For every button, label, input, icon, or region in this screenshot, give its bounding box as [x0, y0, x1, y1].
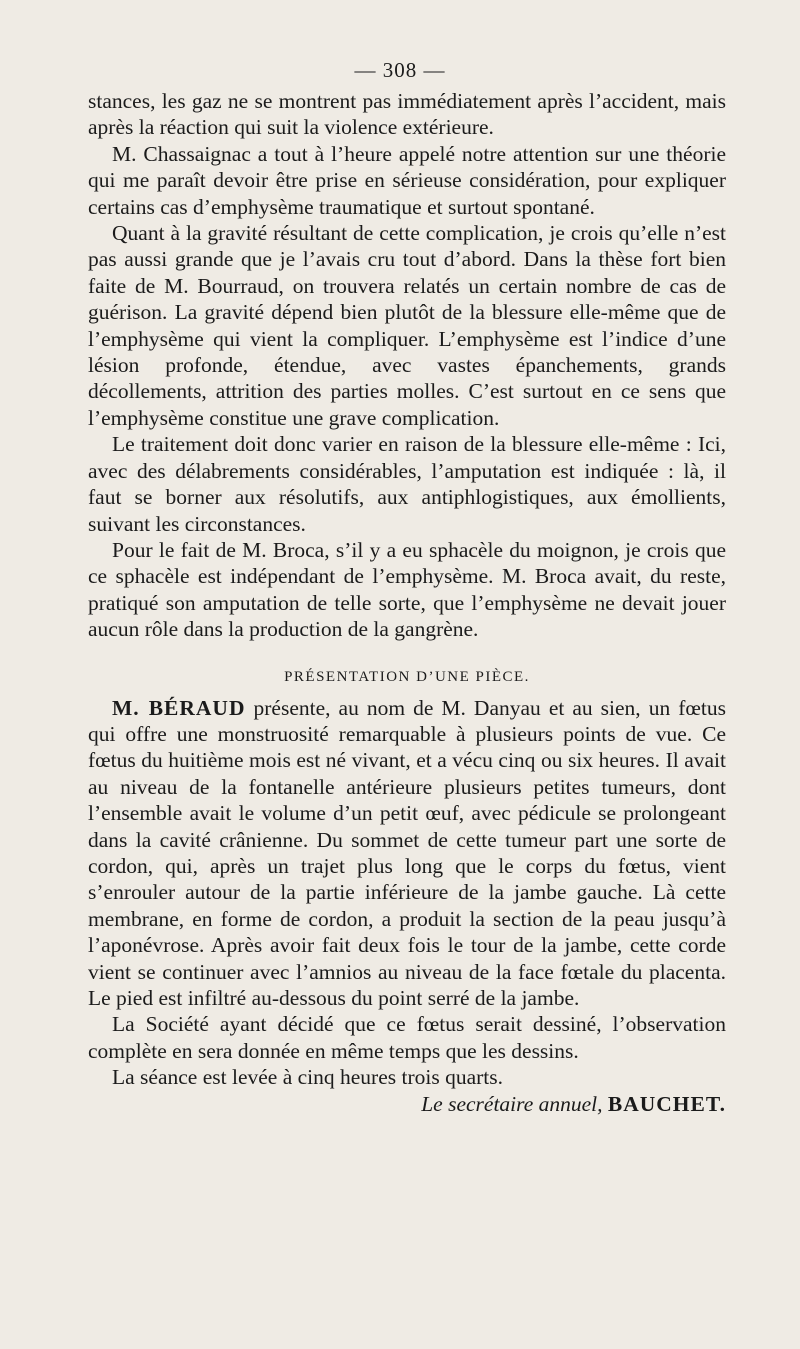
- speaker-name: M. BÉRAUD: [112, 695, 246, 720]
- section-paragraph-1: [88, 695, 726, 1012]
- paragraph-2: M. Chassaignac a tout à l’heure appelé notre attention sur une théorie qui me paraît devoir être prise en sérieuse considération, pour expliquer certains cas d’emphysème traumatique et surtout spontané.: [88, 141, 726, 219]
- section-paragraph-1-text: présente, au nom de M. Danyau et au sien, un fœtus qui offre une monstruosité remarquable à plusieurs points de vue. Ce fœtus du huitième mois est né vivant, et a vécu cinq ou six heures. Il avait au niveau de la fontanelle antérieure plusieurs petites tumeurs, dont l’ensemble avait le volume d’un petit œuf, avec pédicule se prolongeant dans la cavité crânienne. Du sommet de cette tumeur part une sorte de cordon, qui, après un trajet plus long que le corps du fœtus, vient s’enrouler autour de la partie inférieure de la jambe gauche. Là cette membrane, en forme de cordon, a produit la section de la peau jusqu’à l’aponévrose. Après avoir fait deux fois le tour de la jambe, cette corde vient se continuer avec l’amnios au niveau de la face fœtale du placenta. Le pied est infiltré au-dessous du point serré de la jambe.: [88, 695, 726, 1010]
- paragraph-5: Pour le fait de M. Broca, s’il y a eu sphacèle du moignon, je crois que ce sphacèle est indépendant de l’emphysème. M. Broca avait, du reste, pratiqué son amputation de telle sorte, que l’emphysème ne devait jouer aucun rôle dans la production de la gangrène.: [88, 537, 726, 642]
- paragraph-3: Quant à la gravité résultant de cette complication, je crois qu’elle n’est pas aussi grande que je l’avais cru tout d’abord. Dans la thèse fort bien faite de M. Bourraud, on trouvera relatés un certain nombre de cas de guérison. La gravité dépend bien plutôt de la blessure elle-même que de l’emphysème qui vient la compliquer. L’emphysème est l’indice d’une lésion profonde, étendue, avec vastes épanchements, grands décollements, attrition des parties molles. C’est surtout en ce sens que l’emphysème constitue une grave complication.: [88, 221, 726, 430]
- section-paragraph-2: La Société ayant décidé que ce fœtus serait dessiné, l’observation complète en sera donnée en même temps que les dessins.: [88, 1012, 726, 1063]
- section-heading: PRÉSENTATION D’UNE PIÈCE.: [284, 668, 530, 685]
- section-paragraph-3: La séance est levée à cinq heures trois quarts.: [112, 1065, 504, 1090]
- signature: [88, 1091, 726, 1117]
- paragraph-4: Le traitement doit donc varier en raison de la blessure elle-même : Ici, avec des délabrements considérables, l’amputation est indiquée : là, il faut se borner aux résolutifs, aux antiphlogistiques, aux émollients, suivant les circonstances.: [88, 432, 726, 536]
- body-text: [88, 88, 726, 1117]
- signature-role: Le secrétaire annuel,: [421, 1091, 603, 1116]
- paragraph-1: stances, les gaz ne se montrent pas immédiatement après l’accident, mais après la réaction qui suit la violence extérieure.: [88, 89, 726, 140]
- page-number: — 308 —: [354, 58, 446, 82]
- signature-name: BAUCHET.: [607, 1091, 726, 1116]
